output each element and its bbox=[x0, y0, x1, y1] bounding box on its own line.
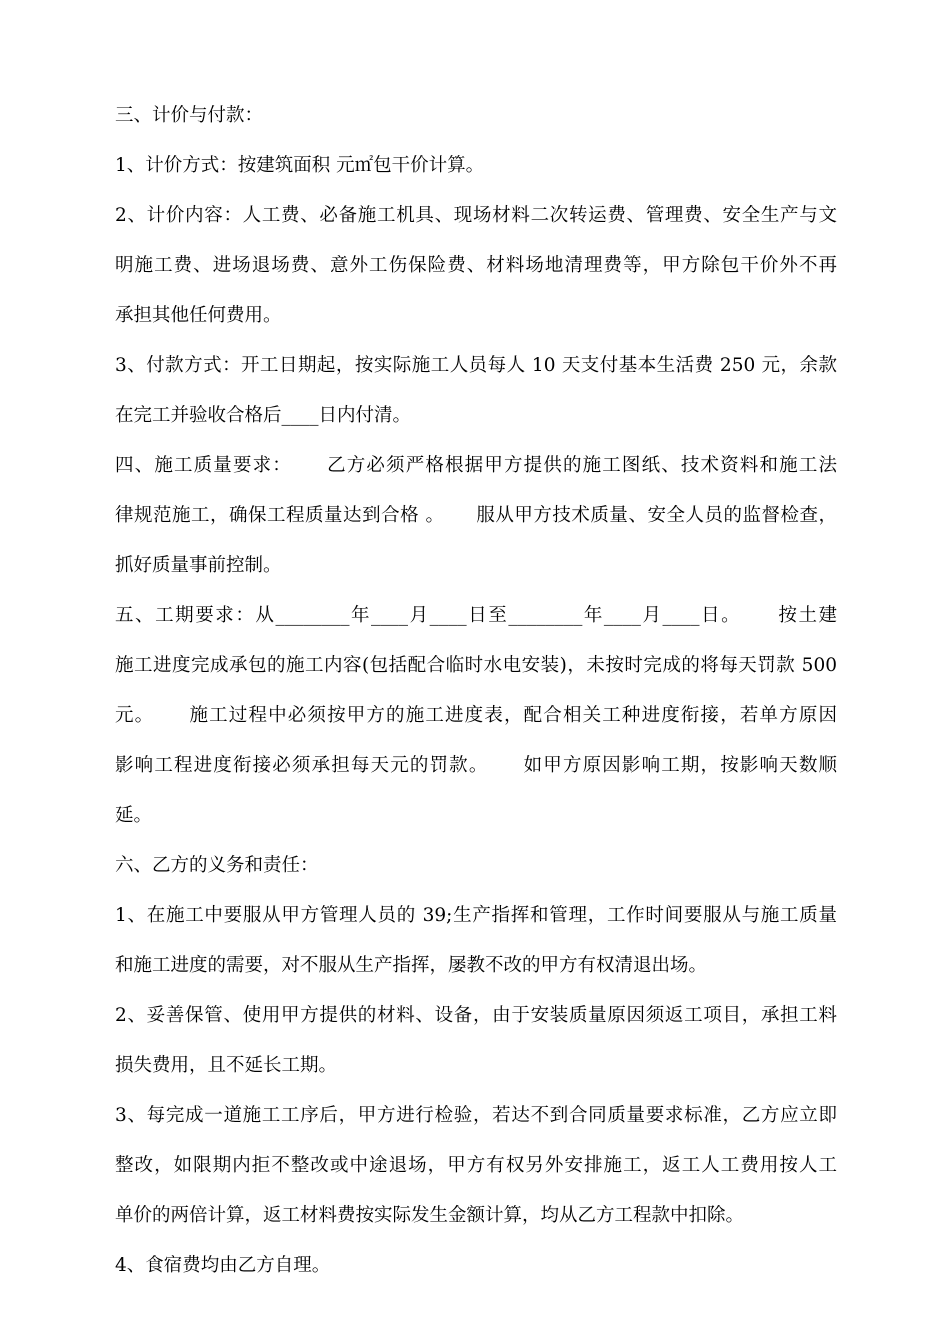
section-heading-schedule: 五、工期要求：从________年____月____日至________年____月____日。 按土建 bbox=[115, 605, 837, 626]
section-heading-obligations: 六、乙方的义务和责任： bbox=[115, 855, 319, 876]
text-line: 2、妥善保管、使用甲方提供的材料、设备，由于安装质量原因须返工项目，承担工料 bbox=[115, 1005, 837, 1026]
text-line: 损失费用，且不延长工期。 bbox=[115, 1055, 338, 1076]
text-line: 3、每完成一道施工工序后，甲方进行检验，若达不到合同质量要求标准，乙方应立即 bbox=[115, 1105, 837, 1126]
text-line: 明施工费、进场退场费、意外工伤保险费、材料场地清理费等，甲方除包干价外不再 bbox=[115, 255, 837, 276]
text-line: 律规范施工，确保工程质量达到合格 。 服从甲方技术质量、安全人员的监督检查， bbox=[115, 505, 837, 526]
text-line: 2、计价内容：人工费、必备施工机具、现场材料二次转运费、管理费、安全生产与文 bbox=[115, 205, 837, 226]
text-line: 整改，如限期内拒不整改或中途退场，甲方有权另外安排施工，返工人工费用按人工 bbox=[115, 1155, 837, 1176]
section-heading-pricing: 三、计价与付款： bbox=[115, 105, 264, 126]
text-line: 施工进度完成承包的施工内容(包括配合临时水电安装)，未按时完成的将每天罚款 500 bbox=[115, 655, 837, 676]
text-line: 抓好质量事前控制。 bbox=[115, 555, 282, 576]
text-line: 4、食宿费均由乙方自理。 bbox=[115, 1255, 331, 1276]
text-line: 1、计价方式：按建筑面积 元㎡包干价计算。 bbox=[115, 155, 485, 176]
text-line: 在完工并验收合格后____日内付清。 bbox=[115, 405, 412, 426]
document-body bbox=[115, 91, 837, 1291]
text-line: 3、付款方式：开工日期起，按实际施工人员每人 10 天支付基本生活费 250 元，余款 bbox=[115, 355, 837, 376]
text-line: 影响工程进度衔接必须承担每天元的罚款。 如甲方原因影响工期，按影响天数顺 bbox=[115, 755, 837, 776]
text-line: 和施工进度的需要，对不服从生产指挥，屡教不改的甲方有权清退出场。 bbox=[115, 955, 708, 976]
text-line: 延。 bbox=[115, 805, 153, 826]
text-line: 1、在施工中要服从甲方管理人员的 39;生产指挥和管理，工作时间要服从与施工质量 bbox=[115, 905, 837, 926]
section-heading-quality: 四、施工质量要求： 乙方必须严格根据甲方提供的施工图纸、技术资料和施工法 bbox=[115, 455, 837, 476]
text-line: 单价的两倍计算，返工材料费按实际发生金额计算，均从乙方工程款中扣除。 bbox=[115, 1205, 745, 1226]
text-line: 元。 施工过程中必须按甲方的施工进度表，配合相关工种进度衔接，若单方原因 bbox=[115, 705, 837, 726]
text-line: 承担其他任何费用。 bbox=[115, 305, 282, 326]
